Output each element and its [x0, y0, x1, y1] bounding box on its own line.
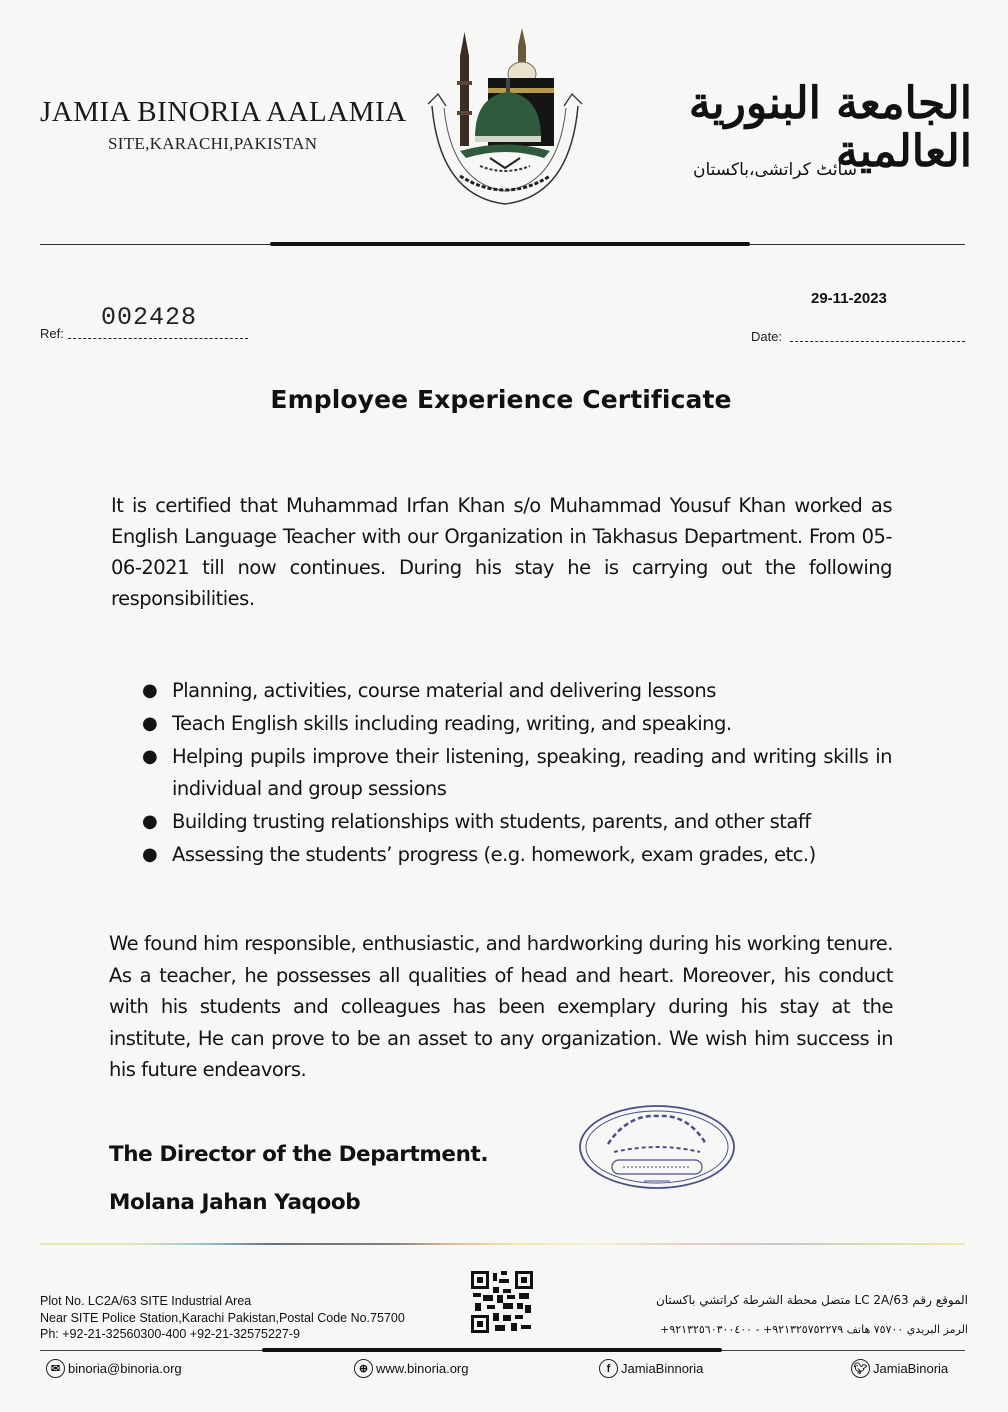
footer-address [40, 1293, 405, 1343]
contact-facebook[interactable] [599, 1359, 703, 1378]
ref-label: Ref: [40, 326, 64, 341]
facebook-link[interactable]: JamiaBinnoria [621, 1361, 704, 1376]
date-value: 29-11-2023 [811, 290, 887, 307]
bullet-icon: ● [142, 843, 158, 865]
official-stamp-icon [578, 1104, 736, 1190]
ref-underline [68, 338, 248, 339]
globe-icon: ⊕ [354, 1359, 373, 1378]
arabic-phone: الرمز البريدي ٧٥٧٠٠ هاتف ٩٢١٣٢٥٧٥٢٢٧٩+ - ٩٢١٣٢٥٦٠٣٠٠٤٠٠+ [660, 1323, 968, 1336]
document-title: Employee Experience Certificate [270, 385, 732, 414]
footer-divider-accent [262, 1348, 722, 1352]
signatory-title: The Director of the Department. [109, 1142, 489, 1167]
intro-paragraph: It is certified that Muhammad Irfan Khan s/o Muhammad Yousuf Khan worked as English Language Teacher with our Organization in Takhasus Department. From 05-06-2021 till now continues. During his stay he is carrying out the following responsibilities. [111, 494, 892, 610]
twitter-link[interactable]: JamiaBinoria [873, 1361, 949, 1376]
twitter-icon: 🐦︎ [851, 1359, 870, 1378]
org-name: JAMIA BINORIA AALAMIA [40, 96, 407, 128]
list-item-text: Building trusting relationships with students, parents, and other staff [172, 809, 811, 833]
envelope-icon: ✉ [46, 1359, 65, 1378]
org-location: SITE,KARACHI,PAKISTAN [108, 134, 318, 153]
email-link[interactable]: binoria@binoria.org [68, 1361, 182, 1376]
bullet-icon: ● [142, 746, 158, 767]
responsibilities-list [140, 675, 892, 872]
list-item-text: Teach English skills including reading, writing, and speaking. [172, 712, 732, 735]
bullet-icon: ● [142, 713, 158, 734]
ref-number: 002428 [101, 303, 198, 332]
address-line: Plot No. LC2A/63 SITE Industrial Area [40, 1294, 252, 1308]
bullet-icon: ● [142, 680, 158, 701]
signatory-name: Molana Jahan Yaqoob [109, 1190, 361, 1215]
list-item [140, 741, 892, 804]
contact-email[interactable] [46, 1359, 182, 1378]
institution-logo-icon [420, 26, 590, 216]
list-item [140, 839, 892, 871]
list-item-text: Planning, activities, course material and delivering lessons [172, 679, 716, 702]
contact-twitter[interactable] [851, 1359, 948, 1378]
arabic-org-name: الجامعة البنورية العالمية [688, 78, 972, 178]
urdu-location: سائٹ کراتشی،باکستان [693, 160, 857, 180]
list-item [140, 675, 892, 707]
qr-code-icon[interactable] [471, 1271, 533, 1333]
header-divider-accent [270, 242, 750, 246]
date-label: Date: [751, 329, 783, 344]
list-item-text: Assessing the students’ progress (e.g. homework, exam grades, etc.) [172, 842, 816, 866]
address-line: Near SITE Police Station,Karachi Pakistan,Postal Code No.75700 [40, 1310, 405, 1325]
website-link[interactable]: www.binoria.org [376, 1361, 469, 1376]
list-item [140, 708, 892, 740]
facebook-icon: f [599, 1359, 618, 1378]
closing-paragraph: We found him responsible, enthusiastic, and hardworking during his working tenure. As a teacher, he possesses all qualities of head and heart. Moreover, his conduct with his students and colleagues has been exemplary during his stay at the institute, He can prove to be an asset to any organization. We wish him success in his future endeavors. [109, 932, 893, 1081]
footer-divider-color [40, 1243, 965, 1245]
contact-website[interactable] [354, 1359, 469, 1378]
date-underline [790, 341, 965, 342]
arabic-address: الموقع رقم LC 2A/63 متصل محطة الشرطة كراتشي باكستان [655, 1293, 968, 1307]
list-item-text: Helping pupils improve their listening, speaking, reading and writing skills in individual and group sessions [172, 745, 892, 800]
bullet-icon: ● [142, 810, 158, 832]
list-item [140, 806, 892, 838]
phone-line: Ph: +92-21-32560300-400 +92-21-32575227-9 [40, 1327, 300, 1341]
